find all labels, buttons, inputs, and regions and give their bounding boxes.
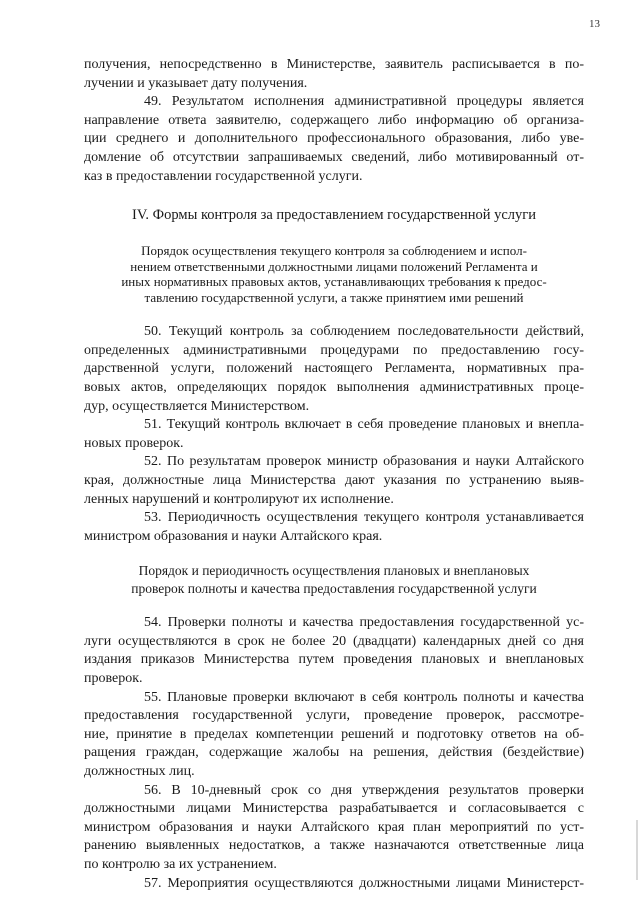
scan-edge-mark — [636, 820, 638, 880]
subheading-line: проверок полноты и качества предоставления государственной услуги — [131, 581, 537, 597]
document-body — [84, 56, 584, 893]
text-line: 53. Периодичность осуществления текущего контроля устанавливается — [144, 510, 584, 526]
text-line: домление об отсутствии запрашиваемых сведений, либо мотивированный от- — [84, 149, 584, 165]
subheading-line: тавлению государственной услуги, а также принятием ими решений — [144, 289, 524, 305]
text-line: края, должностные лица Министерства дают указания по устранению выяв- — [84, 472, 584, 488]
text-line: лучении и указывает дату получения. — [84, 75, 308, 91]
text-line: 50. Текущий контроль за соблюдением последовательности действий, — [144, 324, 584, 340]
text-line: проверок. — [84, 671, 143, 687]
text-line: издания приказов Министерства путем проведения плановых и внеплановых — [84, 652, 584, 668]
paragraph-intro — [84, 56, 584, 93]
text-line: дур, осуществляется Министерством. — [84, 398, 310, 414]
text-line: предоставления государственной услуги, проведение проверок, рассмотре- — [84, 708, 584, 724]
text-line: определенных административными процедурами по предоставлению госу- — [84, 342, 584, 358]
paragraph-52 — [84, 453, 584, 509]
subheading-line: иных нормативных правовых актов, устанавливающих требования к предос- — [121, 274, 547, 290]
paragraph-51 — [84, 416, 584, 453]
text-line: ращения граждан, содержащие жалобы на решения, действия (бездействие) — [84, 745, 584, 761]
paragraph-54 — [84, 614, 584, 688]
paragraph-53 — [84, 509, 584, 546]
text-line: ленных нарушений и контролируют их исполнение. — [84, 491, 394, 507]
text-line: 55. Плановые проверки включают в себя контроль полноты и качества — [144, 689, 584, 705]
paragraph-50 — [84, 323, 584, 416]
text-line: дарственной услуги, положений настоящего Регламента, нормативных пра- — [84, 361, 584, 377]
text-line: ранению выявленных недостатков, а также назначаются ответственные лица — [84, 838, 584, 854]
text-line: 57. Мероприятия осуществляются должностными лицами Министерст- — [144, 875, 584, 891]
text-line: новых проверок. — [84, 435, 184, 451]
text-line: направление ответа заявителю, содержащего либо информацию об организа- — [84, 112, 584, 128]
text-line: 52. По результатам проверок министр образования и науки Алтайского — [144, 454, 584, 470]
paragraph-49 — [84, 93, 584, 186]
text-line: по контролю за их устранением. — [84, 857, 277, 872]
text-line: министром образования и науки Алтайского края. — [84, 528, 383, 544]
subheading-line: Порядок осуществления текущего контроля за соблюдением и испол- — [141, 243, 527, 259]
text-line: 49. Результатом исполнения административной процедуры является — [144, 94, 584, 110]
text-line: министром образования и науки Алтайского края план мероприятий по уст- — [84, 819, 584, 835]
paragraph-56 — [84, 782, 584, 875]
text-line: луги осуществляются в срок не более 20 (двадцати) календарных дней со дня — [84, 633, 584, 649]
text-line: должностных лиц. — [84, 764, 195, 780]
text-line: получения, непосредственно в Министерстве, заявитель расписывается в по- — [84, 57, 584, 72]
text-line: ние, принятие в пределах компетенции решений и подготовку ответов на об- — [84, 726, 584, 742]
text-line: вовых актов, определяющих порядок выполнения административных проце- — [84, 379, 584, 395]
text-line: каз в предоставлении государственной услуги. — [84, 168, 363, 184]
text-line: должностными лицами Министерства разрабатывается и согласовывается с — [84, 801, 584, 817]
subheading-periodicity — [84, 562, 584, 598]
text-line: 56. В 10-дневный срок со дня утверждения результатов проверки — [144, 782, 584, 798]
section-title: IV. Формы контроля за предоставлением государственной услуги — [132, 207, 536, 224]
text-line: 51. Текущий контроль включает в себя проведение плановых и внепла- — [144, 417, 584, 433]
page-number: 13 — [589, 18, 600, 30]
text-line: 54. Проверки полноты и качества предоставления государственной ус- — [144, 615, 584, 631]
subheading-current-control — [84, 243, 584, 305]
paragraph-55 — [84, 689, 584, 782]
text-line: ции среднего и дополнительного профессионального образования, либо уве- — [84, 131, 584, 147]
subheading-line: нением ответственными должностными лицами положений Регламента и — [130, 258, 538, 274]
paragraph-57 — [84, 875, 584, 894]
subheading-line: Порядок и периодичность осуществления плановых и внеплановых — [138, 563, 530, 579]
